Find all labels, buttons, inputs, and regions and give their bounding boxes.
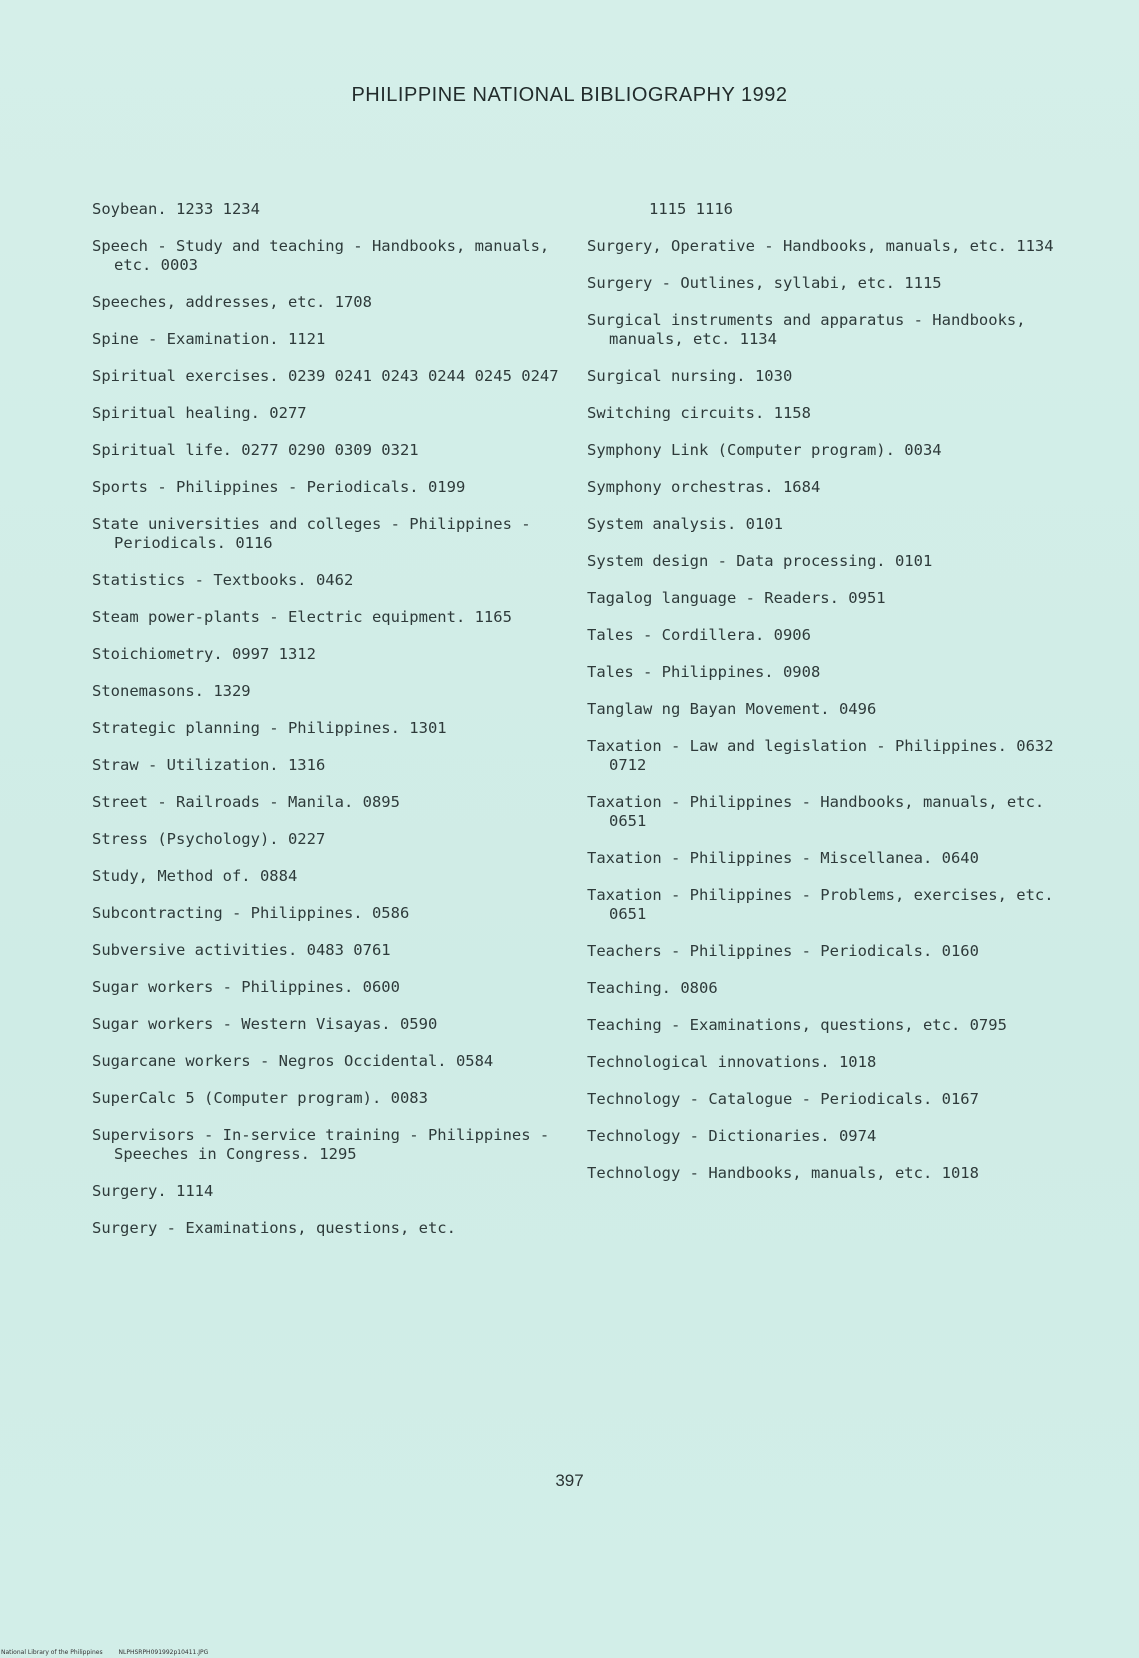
index-entry: Surgical instruments and apparatus - Handbooks, manuals, etc. 1134 xyxy=(587,311,1035,348)
index-entry: Technology - Handbooks, manuals, etc. 1018 xyxy=(587,1164,979,1182)
index-entry: Study, Method of. 0884 xyxy=(92,867,298,885)
index-entry: Taxation - Philippines - Problems, exercises, etc. 0651 xyxy=(587,886,1063,923)
index-entry: Sugar workers - Western Visayas. 0590 xyxy=(92,1015,438,1033)
index-entry: Stoichiometry. 0997 1312 xyxy=(92,645,316,663)
index-entry: Tagalog language - Readers. 0951 xyxy=(587,589,886,607)
index-entry: Speech - Study and teaching - Handbooks, manuals, etc. 0003 xyxy=(92,237,559,274)
index-entry: Spiritual healing. 0277 xyxy=(92,404,307,422)
index-entry: Technology - Dictionaries. 0974 xyxy=(587,1127,877,1145)
index-entry: Supervisors - In-service training - Philippines - Speeches in Congress. 1295 xyxy=(92,1126,559,1163)
index-entry: Tales - Philippines. 0908 xyxy=(587,663,821,681)
index-entry: Surgical nursing. 1030 xyxy=(587,367,793,385)
index-entry: Sports - Philippines - Periodicals. 0199 xyxy=(92,478,466,496)
index-entry: Surgery, Operative - Handbooks, manuals, etc. 1134 xyxy=(587,237,1054,255)
index-entry: Symphony Link (Computer program). 0034 xyxy=(587,441,942,459)
index-entry: Symphony orchestras. 1684 xyxy=(587,478,821,496)
index-entry: Subversive activities. 0483 0761 xyxy=(92,941,391,959)
index-entry: Taxation - Law and legislation - Philippines. 0632 0712 xyxy=(587,737,1063,774)
index-entry: System design - Data processing. 0101 xyxy=(587,552,933,570)
index-entry: Statistics - Textbooks. 0462 xyxy=(92,571,354,589)
scan-footer xyxy=(1,1649,222,1656)
index-entry: Strategic planning - Philippines. 1301 xyxy=(92,719,447,737)
page-title: PHILIPPINE NATIONAL BIBLIOGRAPHY 1992 xyxy=(351,84,788,106)
index-entry: Street - Railroads - Manila. 0895 xyxy=(92,793,400,811)
index-entry: Technology - Catalogue - Periodicals. 0167 xyxy=(587,1090,979,1108)
index-entry: Teachers - Philippines - Periodicals. 0160 xyxy=(587,942,979,960)
index-entry: Teaching - Examinations, questions, etc. 0795 xyxy=(587,1016,1007,1034)
page-number: 397 xyxy=(555,1471,584,1490)
index-entry: Teaching. 0806 xyxy=(587,979,718,997)
index-entry: Surgery - Outlines, syllabi, etc. 1115 xyxy=(587,274,942,292)
footer-file: NLPHSRPH091992p10411.JPG xyxy=(118,1649,209,1656)
left-column xyxy=(92,200,562,1256)
index-entry: Taxation - Philippines - Miscellanea. 0640 xyxy=(587,849,979,867)
index-entry: Tales - Cordillera. 0906 xyxy=(587,626,811,644)
index-entry: Stonemasons. 1329 xyxy=(92,682,251,700)
index-entry: Surgery. 1114 xyxy=(92,1182,214,1200)
index-entry: SuperCalc 5 (Computer program). 0083 xyxy=(92,1089,428,1107)
continued-entry: 1115 1116 xyxy=(649,200,733,218)
index-entry: Technological innovations. 1018 xyxy=(587,1053,877,1071)
index-entry: Straw - Utilization. 1316 xyxy=(92,756,326,774)
index-entry: Soybean. 1233 1234 xyxy=(92,200,260,218)
index-entry: Speeches, addresses, etc. 1708 xyxy=(92,293,372,311)
index-entry: Subcontracting - Philippines. 0586 xyxy=(92,904,410,922)
index-entry: Spine - Examination. 1121 xyxy=(92,330,326,348)
index-entry: System analysis. 0101 xyxy=(587,515,783,533)
index-entry: Sugar workers - Philippines. 0600 xyxy=(92,978,400,996)
index-entry: Surgery - Examinations, questions, etc. xyxy=(92,1219,456,1237)
index-entry: Switching circuits. 1158 xyxy=(587,404,811,422)
index-entry: Spiritual exercises. 0239 0241 0243 0244 0245 0247 xyxy=(92,367,559,385)
index-entry: State universities and colleges - Philippines - Periodicals. 0116 xyxy=(92,515,540,552)
footer-library: National Library of the Philippines xyxy=(1,1649,103,1656)
index-entry: Taxation - Philippines - Handbooks, manuals, etc. 0651 xyxy=(587,793,1054,830)
index-entry: Spiritual life. 0277 0290 0309 0321 xyxy=(92,441,419,459)
index-entry: Stress (Psychology). 0227 xyxy=(92,830,326,848)
index-entry: Steam power-plants - Electric equipment. 1165 xyxy=(92,608,512,626)
right-column xyxy=(587,200,1067,1201)
index-entry: Sugarcane workers - Negros Occidental. 0584 xyxy=(92,1052,494,1070)
index-entry: Tanglaw ng Bayan Movement. 0496 xyxy=(587,700,877,718)
